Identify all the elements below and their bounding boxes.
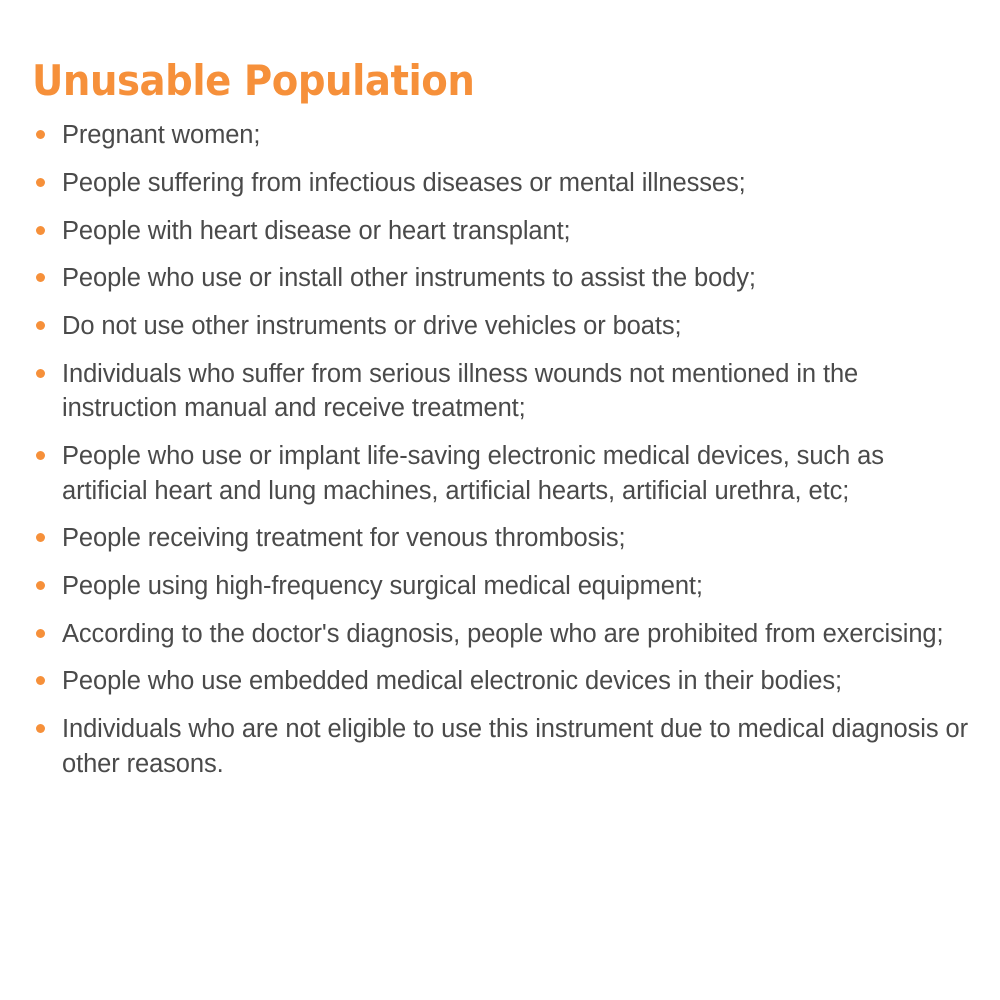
round-bullet-icon — [36, 226, 45, 235]
list-item — [30, 664, 970, 699]
list-item-text: People who use or implant life-saving electronic medical devices, such as artificial heart and lung machines, artificial hearts, artificial urethra, etc; — [62, 441, 884, 505]
list-item-text: People receiving treatment for venous thrombosis; — [62, 524, 626, 553]
list-item — [30, 439, 970, 508]
list-item-text: People who use or install other instruments to assist the body; — [62, 264, 756, 293]
list-item — [30, 617, 970, 652]
unusable-population-list — [30, 118, 970, 781]
round-bullet-icon — [36, 581, 45, 590]
round-bullet-icon — [36, 676, 45, 685]
list-item-text: Pregnant women; — [62, 121, 261, 150]
list-item — [30, 166, 970, 201]
list-item-text: People suffering from infectious diseases or mental illnesses; — [62, 168, 746, 197]
list-item — [30, 261, 970, 296]
list-item-text: People with heart disease or heart transplant; — [62, 216, 571, 245]
list-item — [30, 118, 970, 153]
round-bullet-icon — [36, 369, 45, 378]
round-bullet-icon — [36, 178, 45, 187]
round-bullet-icon — [36, 321, 45, 330]
list-item-text: Individuals who suffer from serious illness wounds not mentioned in the instruction manual and receive treatment; — [62, 359, 859, 423]
round-bullet-icon — [36, 130, 45, 139]
list-item — [30, 357, 970, 426]
list-item-text: According to the doctor's diagnosis, people who are prohibited from exercising; — [62, 619, 944, 648]
round-bullet-icon — [36, 724, 45, 733]
list-item-text: People who use embedded medical electronic devices in their bodies; — [62, 667, 843, 696]
page-title: Unusable Population — [32, 56, 475, 105]
round-bullet-icon — [36, 451, 45, 460]
list-item-text: Do not use other instruments or drive vehicles or boats; — [62, 311, 682, 340]
list-item-text: People using high-frequency surgical medical equipment; — [62, 571, 703, 600]
round-bullet-icon — [36, 533, 45, 542]
list-item-text: Individuals who are not eligible to use this instrument due to medical diagnosis or other reasons. — [62, 714, 968, 778]
list-item — [30, 214, 970, 249]
list-item — [30, 521, 970, 556]
list-item — [30, 569, 970, 604]
list-item — [30, 712, 970, 781]
round-bullet-icon — [36, 629, 45, 638]
round-bullet-icon — [36, 273, 45, 282]
list-item — [30, 309, 970, 344]
